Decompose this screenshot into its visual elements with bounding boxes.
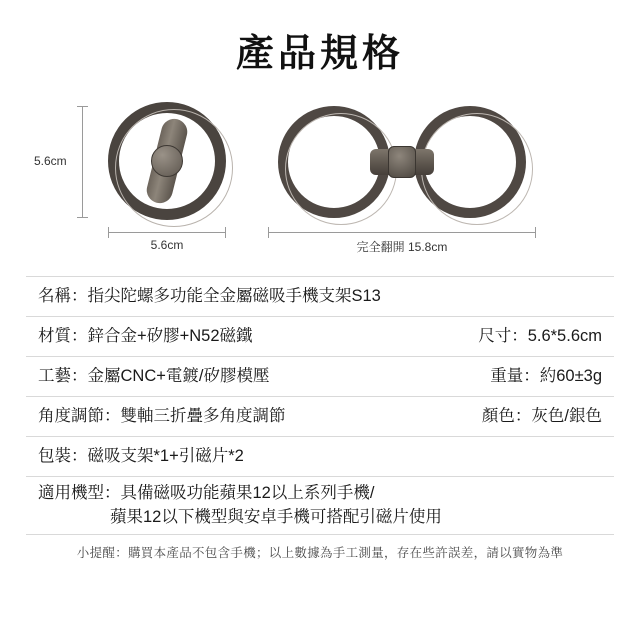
spec-table bbox=[26, 276, 614, 536]
spec-craft-value: 工藝：金屬CNC+電鍍/矽膠模壓 bbox=[38, 366, 270, 385]
spec-material-value: 材質：鋅合金+矽膠+N52磁鐵 bbox=[38, 326, 253, 345]
spec-weight-value: 重量：約60±3g bbox=[490, 366, 602, 385]
height-dimension-line bbox=[82, 106, 83, 218]
table-row bbox=[26, 397, 614, 437]
width-dimension-line bbox=[108, 232, 226, 233]
spec-package-value: 包裝：磁吸支架*1+引磁片*2 bbox=[38, 446, 244, 465]
spec-applicable-models bbox=[32, 481, 608, 531]
page-title: 產品規格 bbox=[235, 33, 404, 75]
product-folded-illustration bbox=[108, 102, 226, 220]
table-row bbox=[26, 357, 614, 397]
table-row bbox=[26, 437, 614, 477]
product-diagram bbox=[0, 92, 640, 272]
table-row bbox=[26, 317, 614, 357]
product-unfolded-illustration bbox=[278, 106, 526, 218]
spec-size-value: 尺寸：5.6*5.6cm bbox=[478, 326, 602, 345]
spec-name-value: 名稱：指尖陀螺多功能全金屬磁吸手機支架S13 bbox=[38, 286, 381, 305]
footer-note: 小提醒：購買本產品不包含手機；以上數據為手工測量，存在些許誤差，請以實物為準 bbox=[76, 546, 564, 561]
hub-icon bbox=[151, 145, 183, 177]
open-width-dimension-line bbox=[268, 232, 536, 233]
table-row bbox=[26, 277, 614, 317]
spec-angle-value: 角度調節：雙軸三折疊多角度調節 bbox=[38, 406, 286, 425]
table-row bbox=[26, 477, 614, 536]
spec-applicable-line2: 蘋果12以下機型與安卓手機可搭配引磁片使用 bbox=[110, 508, 442, 527]
height-dimension-label: 5.6cm bbox=[34, 153, 67, 168]
hinge-icon bbox=[388, 146, 416, 178]
bridge-icon bbox=[370, 149, 434, 175]
width-dimension-label: 5.6cm bbox=[150, 237, 184, 252]
spec-color-value: 顏色：灰色/銀色 bbox=[481, 406, 602, 425]
open-width-dimension-label: 完全翻開 15.8cm bbox=[356, 239, 448, 254]
spec-applicable-line1: 適用機型：具備磁吸功能蘋果12以上系列手機/ bbox=[38, 483, 375, 502]
